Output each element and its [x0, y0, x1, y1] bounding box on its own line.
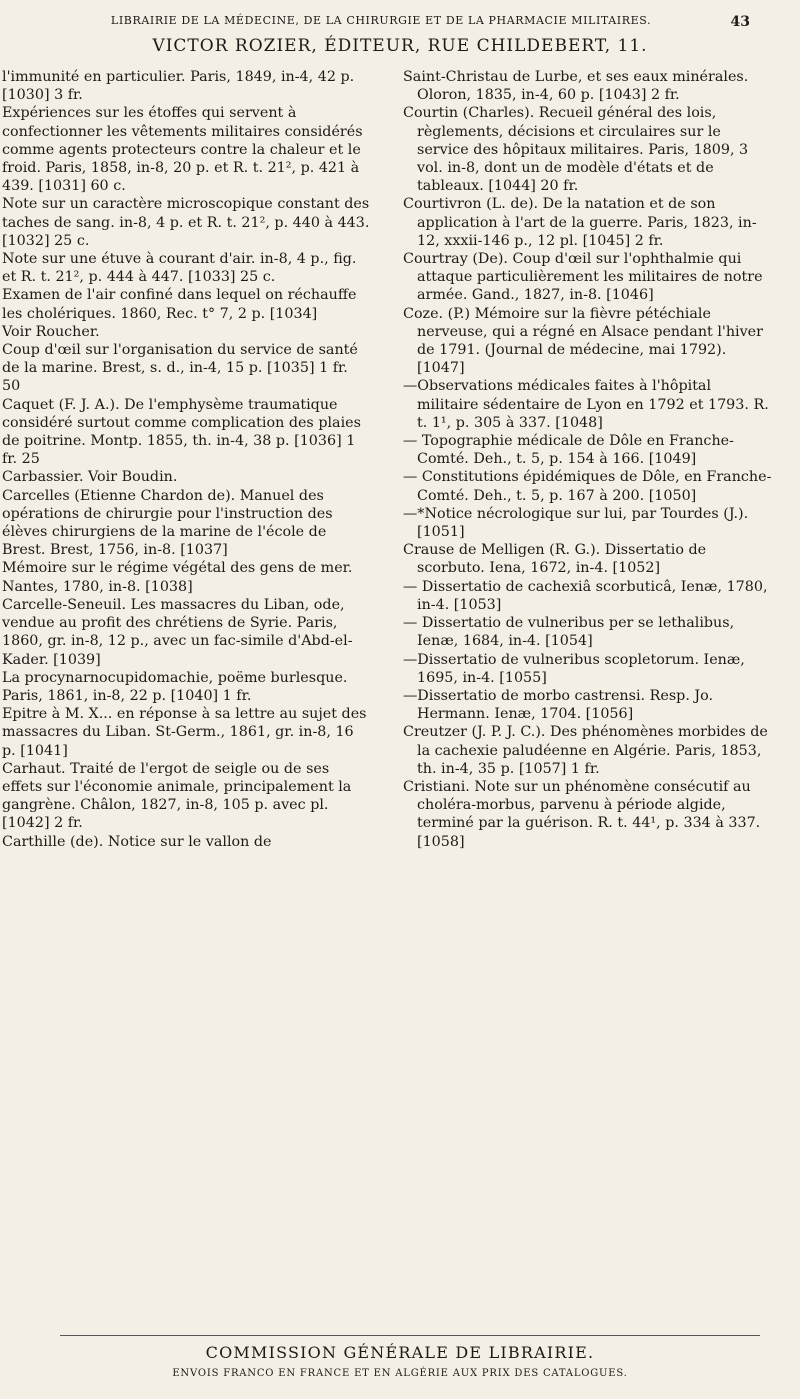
running-head — [0, 14, 800, 34]
catalog-entry: —Observations médicales faites à l'hôpital militaire sédentaire de Lyon en 1792 et 1793. R. t. 1¹, p. 305 à 337. [1048] — [403, 378, 769, 431]
catalog-entry: Coze. (P.) Mémoire sur la fièvre pétéchiale nerveuse, qui a régné en Alsace pendant l'hiver de 1791. (Journal de médecine, mai 1792). [1047] — [403, 305, 763, 377]
catalog-entry: Cristiani. Note sur un phénomène consécutif au choléra-morbus, parvenu à période algide, terminé par la guérison. R. t. 44¹, p. 334 à 337. [1058] — [403, 778, 761, 850]
left-column — [2, 68, 370, 851]
catalog-entry: —Dissertatio de morbo castrensi. Resp. Jo. Hermann. Ienæ, 1704. [1056] — [403, 687, 714, 723]
right-column — [403, 68, 775, 851]
footer-note: ENVOIS FRANCO EN FRANCE ET EN ALGÉRIE AUX PRIX DES CATALOGUES. — [172, 1368, 628, 1379]
catalog-entry: Courtray (De). Coup d'œil sur l'ophthalmie qui attaque particulièrement les militaires de notre armée. Gand., 1827, in-8. [1046] — [403, 251, 763, 304]
catalog-entry: Carcelle-Seneuil. Les massacres du Liban, ode, vendue au profit des chrétiens de Syrie. Paris, 1860, gr. in-8, 12 p., avec un fac-simile d'Abd-el-Kader. [1039] — [2, 596, 353, 668]
catalog-entry: Caquet (F. J. A.). De l'emphysème traumatique considéré surtout comme complication des plaies de poitrine. Montp. 1855, th. in-4, 38 p. [1036] 1 fr. 25 — [2, 396, 361, 468]
catalog-entry: Crause de Melligen (R. G.). Dissertatio de scorbuto. Iena, 1672, in-4. [1052] — [403, 542, 707, 577]
catalog-entry: La procynarnocupidomachie, poëme burlesque. Paris, 1861, in-8, 22 p. [1040] 1 fr. — [2, 669, 348, 704]
catalog-entry: Epitre à M. X... en réponse à sa lettre au sujet des massacres du Liban. St-Germ., 1861, gr. in-8, 16 p. [1041] — [2, 706, 367, 759]
catalog-entry: Courtivron (L. de). De la natation et de son application à l'art de la guerre. Paris, 1823, in-12, xxxii-146 p., 12 pl. [1045] 2 fr. — [403, 196, 757, 249]
catalog-entry: —*Notice nécrologique sur lui, par Tourdes (J.). [1051] — [403, 505, 749, 541]
catalog-entry: Coup d'œil sur l'organisation du service de santé de la marine. Brest, s. d., in-4, 15 p. [1035] 1 fr. 50 — [2, 342, 358, 395]
catalog-entry: — Dissertatio de cachexiâ scorbuticâ, Ienæ, 1780, in-4. [1053] — [403, 578, 768, 613]
running-title: LIBRAIRIE DE LA MÉDECINE, DE LA CHIRURGIE ET DE LA PHARMACIE MILITAIRES. — [110, 14, 652, 27]
catalog-entry: Carthille (de). Notice sur le vallon de — [2, 833, 272, 850]
catalog-entry: Courtin (Charles). Recueil général des lois, règlements, décisions et circulaires sur le service des hôpitaux militaires. Paris, 1809, 3 vol. in-8, dont un de modèle d'états et de tableaux. [1044] 20 fr. — [403, 105, 749, 195]
catalog-entry: Carhaut. Traité de l'ergot de seigle ou de ses effets sur l'économie animale, principalement la gangrène. Châlon, 1827, in-8, 105 p. avec pl. [1042] 2 fr. — [2, 760, 352, 832]
catalog-entry: Voir Roucher. — [2, 323, 100, 340]
footer-title: COMMISSION GÉNÉRALE DE LIBRAIRIE. — [205, 1343, 595, 1362]
publisher-line: VICTOR ROZIER, ÉDITEUR, RUE CHILDEBERT, 11. — [152, 36, 648, 56]
catalog-entry: —Dissertatio de vulneribus scopletorum. Ienæ, 1695, in-4. [1055] — [403, 651, 745, 686]
catalog-entry: Carcelles (Etienne Chardon de). Manuel des opérations de chirurgie pour l'instruction des élèves chirurgiens de la marine de l'école de Brest. Brest, 1756, in-8. [1037] — [2, 487, 333, 559]
catalog-entry: Examen de l'air confiné dans lequel on réchauffe les cholériques. 1860, Rec. t° 7, 2 p. [1034] — [2, 287, 357, 322]
catalog-entry: — Topographie médicale de Dôle en Franche-Comté. Deh., t. 5, p. 154 à 166. [1049] — [403, 433, 734, 468]
catalog-entry: Expériences sur les étoffes qui servent à confectionner les vêtements militaires considérés comme agents protecteurs contre la chaleur et le froid. Paris, 1858, in-8, 20 p. et R. t. 21², p. 421 à 439. [1031] 60 c. — [2, 105, 363, 195]
catalog-entry: Note sur un caractère microscopique constant des taches de sang. in-8, 4 p. et R. t. 21², p. 440 à 443. [1032] 25 c. — [2, 196, 370, 249]
page-number: 43 — [730, 14, 750, 30]
footer-rule — [60, 1335, 760, 1336]
catalog-entry: Note sur une étuve à courant d'air. in-8, 4 p., fig. et R. t. 21², p. 444 à 447. [1033] 25 c. — [2, 251, 357, 286]
catalog-entry: l'immunité en particulier. Paris, 1849, in-4, 42 p. [1030] 3 fr. — [2, 69, 355, 104]
catalog-entry: Carbassier. Voir Boudin. — [2, 469, 178, 486]
catalog-entry: — Constitutions épidémiques de Dôle, en Franche-Comté. Deh., t. 5, p. 167 à 200. [1050] — [403, 469, 772, 504]
catalog-entry: Saint-Christau de Lurbe, et ses eaux minérales. Oloron, 1835, in-4, 60 p. [1043] 2 fr. — [403, 69, 749, 104]
catalog-entry: Creutzer (J. P. J. C.). Des phénomènes morbides de la cachexie paludéenne en Algérie. Paris, 1853, th. in-4, 35 p. [1057] 1 fr. — [403, 724, 768, 777]
catalog-entry: Mémoire sur le régime végétal des gens de mer. Nantes, 1780, in-8. [1038] — [2, 560, 353, 595]
catalog-entry: — Dissertatio de vulneribus per se lethalibus, Ienæ, 1684, in-4. [1054] — [403, 615, 735, 650]
